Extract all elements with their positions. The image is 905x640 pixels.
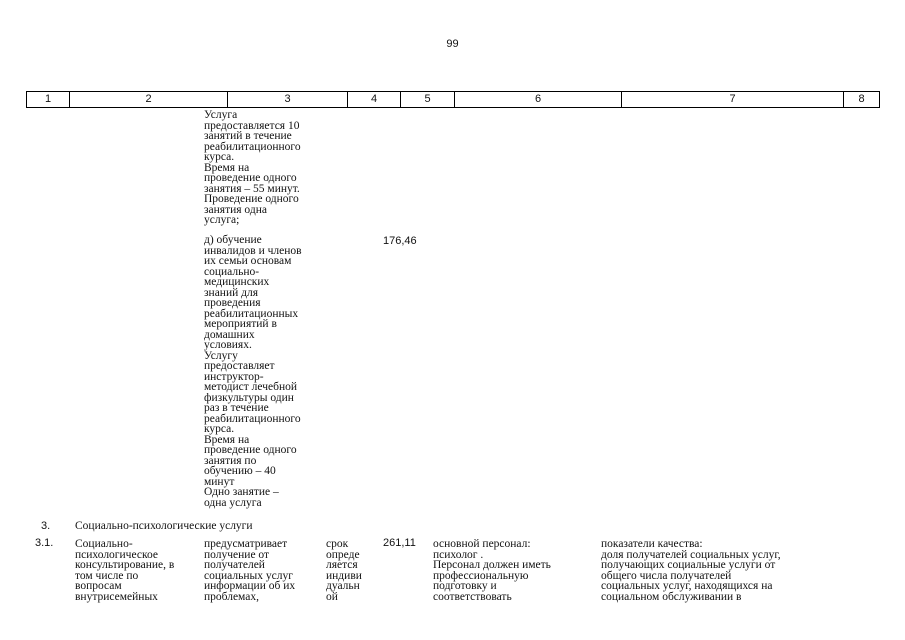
item-3-1-service-name: Социально- психологическое консультирование, в том числе по вопросам внутрисемейных — [75, 538, 175, 603]
item-3-1-personnel: основной персонал: психолог . Персонал должен иметь профессиональную подготовку и соответствовать — [433, 538, 551, 603]
item-3-1-term: срок опреде ляется индиви дуальн ой — [326, 538, 362, 603]
header-col-1: 1 — [27, 92, 70, 107]
item-3-1-service-description: предусматривает получение от получателей социальных услуг информации об их проблемах, — [204, 538, 296, 603]
section-3-title: Социально-психологические услуги — [75, 520, 253, 532]
header-col-8: 8 — [858, 93, 865, 105]
section-3-number: 3. — [41, 520, 51, 532]
header-col-4: 4 — [348, 92, 401, 107]
header-col-6: 6 — [455, 92, 622, 107]
header-col-2: 2 — [70, 92, 228, 107]
item-d-service-description: д) обучение инвалидов и членов их семьи основам социально- медицинских знаний для проведения реабилитационных мероприятий в домашних условиях. Услугу предоставляет инструктор- методист лечебной физкультуры один раз в течение реабилитационного курса. Время на проведение одного занятия по обучению – 40 минут Одно занятие – одна услуга — [204, 234, 302, 509]
header-col-3: 3 — [228, 92, 348, 107]
header-col-7: 7 — [622, 92, 844, 107]
item-d-tariff: 176,46 — [383, 235, 417, 247]
item-3-1-quality-indicators: показатели качества: доля получателей социальных услуг, получающих социальные услуги от общего числа получателей социальных услуг, находящихся на социальном обслуживании в — [601, 538, 781, 603]
header-col-5: 5 — [401, 92, 455, 107]
item-3-1-tariff: 261,11 — [383, 537, 416, 549]
table-header-row — [26, 91, 880, 108]
item-3-1-number: 3.1. — [35, 537, 54, 549]
page-number: 99 — [446, 38, 459, 50]
continuation-service-description: Услуга предоставляется 10 занятий в течение реабилитационного курса. Время на проведение одного занятия – 55 минут. Проведение одного занятия одна услуга; — [204, 109, 301, 226]
